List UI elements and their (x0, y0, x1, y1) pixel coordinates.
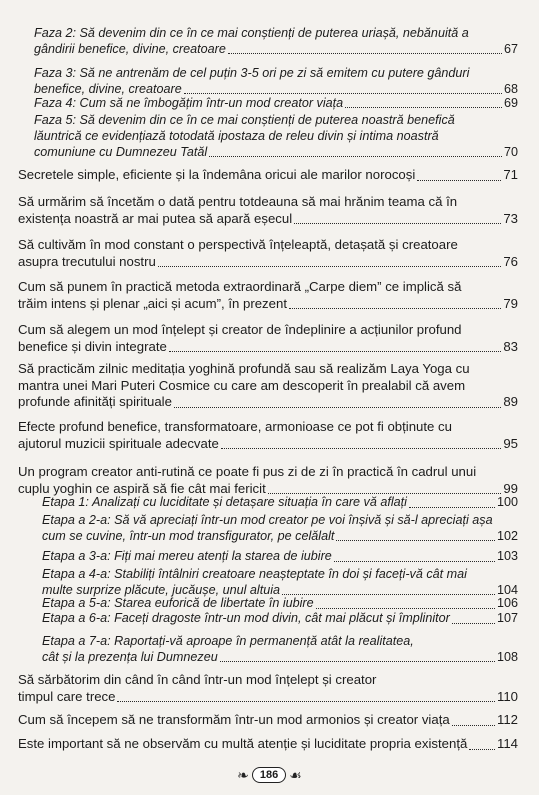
toc-entry-last-line (18, 394, 518, 411)
toc-entry-title-line: lăuntrică ce evidențiază totodată ipostaza de releu divin și intima noastră (34, 129, 439, 143)
dot-leader (452, 724, 495, 726)
toc-page-number: 108 (496, 649, 518, 664)
toc-entry-title-line: cât și la prezența lui Dumnezeu (42, 649, 218, 664)
toc-entry-last-line (18, 211, 518, 228)
dot-leader (174, 406, 501, 408)
dot-leader (282, 593, 495, 595)
toc-page-number: 68 (503, 82, 518, 96)
toc-entry-title-line: Faza 2: Să devenim din ce în ce mai conștienți de puterea uriașă, nebănuită a (34, 26, 469, 40)
toc-page-number: 70 (503, 145, 518, 159)
toc-page-number: 73 (503, 210, 518, 226)
toc-entry (18, 672, 518, 705)
dot-leader (184, 92, 502, 94)
toc-entry-title-line: Cum să începem să ne transformăm într-un mod armonios și creator viața (18, 712, 450, 727)
toc-entry-title-line: Faza 3: Să ne antrenăm de cel puțin 3-5 ori pe zi să emitem cu putere gânduri (34, 66, 470, 80)
toc-entry (18, 419, 518, 452)
toc-entry-last-line (34, 144, 518, 160)
toc-page-number: 99 (503, 480, 518, 496)
dot-leader (334, 560, 495, 562)
toc-entry (18, 712, 518, 729)
toc-entry-title-line: timpul care trece (18, 688, 116, 704)
right-ornament-icon: ☙ (289, 766, 302, 783)
toc-entry-title-line: Este important să ne observăm cu multă atenție și luciditate propria existență (18, 736, 468, 751)
dot-leader (220, 660, 495, 662)
dot-leader (469, 748, 495, 750)
toc-entry (42, 567, 518, 598)
toc-entry-title-line: Să cultivăm în mod constant o perspectivă înțeleaptă, detașată și creatoare (18, 237, 458, 252)
page-footer (0, 762, 539, 788)
toc-entry-title-line: mantra unei Mari Puteri Cosmice cu care am descoperit în prealabil că avem (18, 377, 466, 393)
toc-page-number: 89 (503, 394, 518, 410)
toc-page-number: 106 (496, 596, 518, 610)
toc-page-number: 83 (503, 338, 518, 354)
toc-entry (18, 361, 518, 411)
toc-entry-title-line: Etapa a 3-a: Fiți mai mereu atenți la starea de iubire (42, 549, 332, 563)
toc-entry-title-line: profunde afinități spirituale (18, 394, 172, 410)
toc-entry (18, 736, 518, 753)
toc-entry-title-line: Cum să punem în practică metoda extraordinară „Carpe diem” ce implică să (18, 279, 462, 294)
toc-entry-last-line (34, 41, 518, 57)
toc-entry-title-line: Etapa a 4-a: Stabiliți întâlniri creatoare neașteptate în doi și faceți-vă cât mai (42, 567, 467, 581)
toc-entry-title-line: comuniune cu Dumnezeu Tatăl (34, 145, 208, 159)
toc-entry-title-line: cum se cuvine, într-un mod transfigurator, pe celălalt (42, 528, 335, 543)
toc-entry-title-line: Să urmărim să încetăm o dată pentru totdeauna să mai hrănim teama că în (18, 194, 458, 209)
dot-leader (228, 52, 502, 54)
toc-page-number: 102 (496, 528, 518, 543)
toc-entry-title-line: Să practicăm zilnic meditația yoghină profundă sau să realizăm Laya Yoga cu (18, 361, 470, 376)
toc-page-number: 104 (496, 582, 518, 597)
dot-leader (158, 265, 502, 267)
toc-page-number: 103 (496, 549, 518, 563)
toc-entry-title-line: Etapa a 2-a: Să vă apreciați într-un mod creator pe voi înșivă și să-l apreciați așa (42, 513, 493, 527)
toc-entry-title-line: benefice și divin integrate (18, 338, 167, 354)
toc-entry-title-line: Să sărbătorim din când în când într-un mod înțelept și creator (18, 672, 377, 687)
toc-page-number: 95 (503, 435, 518, 451)
toc-entry-title-line: gândirii benefice, divine, creatoare (34, 42, 226, 56)
toc-page-number: 69 (503, 96, 518, 110)
toc-entry (18, 194, 518, 227)
toc-page-number: 79 (503, 295, 518, 311)
toc-entry-last-line (34, 95, 518, 111)
toc-entry (42, 596, 518, 612)
dot-leader (336, 539, 495, 541)
toc-page-number: 112 (496, 712, 518, 727)
toc-entry-last-line (18, 296, 518, 313)
page-number: 186 (252, 767, 286, 783)
toc-entry-last-line (42, 596, 518, 612)
dot-leader (117, 700, 494, 702)
toc-entry (34, 25, 518, 57)
toc-page-number: 71 (503, 167, 518, 182)
dot-leader (169, 350, 502, 352)
toc-entry-title-line: ajutorul muzicii spirituale adecvate (18, 435, 219, 451)
toc-entry-last-line (18, 167, 518, 184)
toc-entry-title-line: Faza 4: Cum să ne îmbogățim într-un mod creator viața (34, 96, 344, 110)
dot-leader (409, 506, 495, 508)
toc-page-number: 107 (496, 611, 518, 625)
toc-page-number: 114 (496, 736, 518, 751)
dot-leader (289, 307, 501, 309)
toc-entry (34, 65, 518, 97)
toc-entry (42, 549, 518, 565)
toc-entry-title-line: Cum să alegem un mod înțelept și creator de îndeplinire a acțiunilor profund (18, 322, 462, 337)
toc-entry (18, 237, 518, 270)
toc-entry-last-line (42, 549, 518, 565)
toc-entry-title-line: Faza 5: Să devenim din ce în ce mai conștienți de puterea noastră benefică (34, 113, 455, 127)
toc-entry-last-line (18, 689, 518, 706)
toc-entry-last-line (18, 712, 518, 729)
toc-entry-last-line (42, 611, 518, 627)
toc-entry-title-line: Secretele simple, eficiente și la îndemâna oricui ale marilor norocoși (18, 167, 416, 182)
toc-entry-title-line: benefice, divine, creatoare (34, 82, 182, 96)
toc-page-number: 110 (496, 688, 518, 704)
toc-entry-last-line (18, 339, 518, 356)
toc-entry-title-line: multe surprize plăcute, jucăușe, unul altuia (42, 582, 281, 597)
dot-leader (221, 447, 501, 449)
toc-entry-title-line: Etapa a 7-a: Raportați-vă aproape în permanență atât la realitatea, (42, 634, 414, 648)
toc-entry-title-line: Etapa 1: Analizați cu luciditate și detașare situația în care vă aflați (42, 495, 407, 509)
toc-entry-last-line (18, 436, 518, 453)
toc-entry-last-line (18, 736, 518, 753)
toc-entry (42, 513, 518, 544)
dot-leader (268, 492, 502, 494)
toc-page-number: 67 (503, 42, 518, 56)
toc-entry-title-line: Un program creator anti-rutină ce poate fi pus zi de zi în practică în cadrul unui (18, 464, 477, 479)
toc-entry (42, 495, 518, 511)
dot-leader (417, 179, 501, 181)
toc-entry-title-line: Efecte profund benefice, transformatoare, armonioase ce pot fi obținute cu (18, 419, 452, 434)
toc-entry (34, 112, 518, 160)
toc-entry-title-line: asupra trecutului nostru (18, 253, 156, 269)
dot-leader (209, 155, 502, 157)
dot-leader (316, 607, 495, 609)
dot-leader (294, 222, 501, 224)
toc-entry-title-line: cuplu yoghin ce aspiră să fie cât mai fericit (18, 480, 266, 496)
toc-entry (42, 634, 518, 665)
toc-entry-title-line: existența noastră ar mai putea să apară eșecul (18, 210, 293, 226)
toc-entry-title-line: trăim intens și plenar „aici și acum”, în prezent (18, 295, 287, 311)
left-ornament-icon: ❧ (237, 766, 249, 783)
toc-entry (42, 611, 518, 627)
toc-entry (18, 464, 518, 497)
toc-entry-last-line (42, 650, 518, 666)
toc-entry (18, 279, 518, 312)
toc-page-number: 100 (496, 495, 518, 509)
toc-entry-last-line (42, 529, 518, 545)
toc-entry (34, 95, 518, 111)
dot-leader (452, 622, 495, 624)
toc-entry-last-line (18, 254, 518, 271)
toc-entry (18, 167, 518, 184)
toc-page-number: 76 (503, 253, 518, 269)
toc-entry-title-line: Etapa a 6-a: Faceți dragoste într-un mod divin, cât mai plăcut și împlinitor (42, 611, 450, 625)
toc-entry (18, 322, 518, 355)
toc-entry-last-line (42, 495, 518, 511)
dot-leader (345, 106, 502, 108)
toc-entry-title-line: Etapa a 5-a: Starea euforică de libertate în iubire (42, 596, 314, 610)
